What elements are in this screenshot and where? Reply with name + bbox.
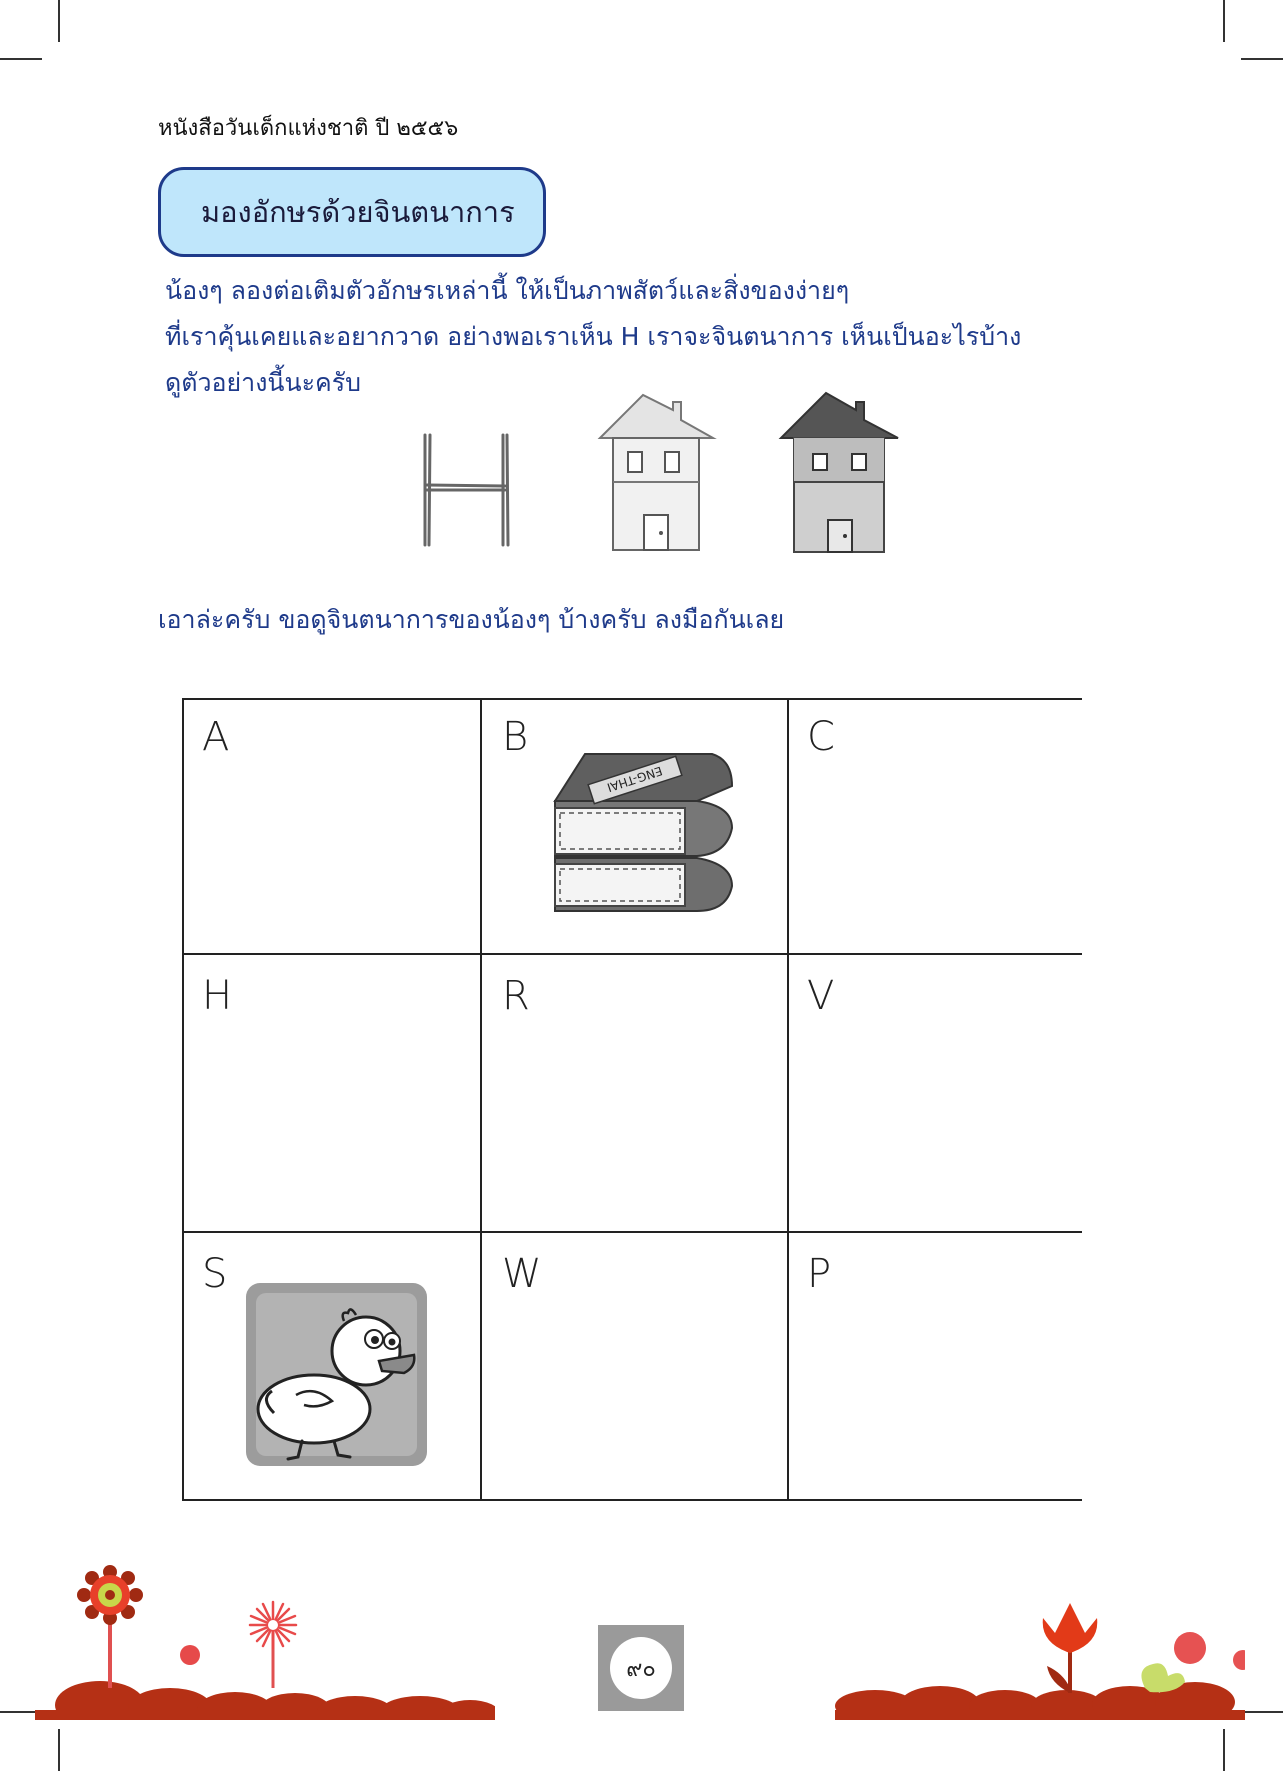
intro-line: ดูตัวอย่างนี้นะครับ (165, 368, 362, 397)
activity-prompt: เอาล่ะครับ ขอดูจินตนาการของน้องๆ บ้างครับ ลงมือกันเลย (158, 605, 785, 634)
intro-text (165, 268, 1065, 406)
example-house-shaded (778, 390, 903, 555)
example-house-sketch (595, 390, 720, 555)
cell-letter-w: W (502, 1251, 542, 1297)
grid-line (182, 698, 184, 1501)
cell-letter-a: A (202, 714, 230, 760)
example-letter-h (415, 430, 515, 550)
book-spine-label: ENG-THAI (605, 763, 665, 795)
page-number-box (598, 1625, 684, 1711)
crop-mark (1223, 0, 1225, 42)
cell-letter-b: B (502, 714, 529, 760)
intro-line: ที่เราคุ้นเคยและอยากวาด อย่างพอเราเห็น H เราจะจินตนาการ เห็นเป็นอะไรบ้าง (165, 322, 1022, 351)
crop-mark (1241, 1711, 1283, 1713)
cell-letter-c: C (807, 714, 835, 760)
cell-letter-s: S (202, 1251, 228, 1297)
intro-line: น้องๆ ลองต่อเติมตัวอักษรเหล่านี้ ให้เป็นภาพสัตว์และสิ่งของง่ายๆ (165, 276, 850, 305)
grid-line (480, 698, 482, 1501)
crop-mark (1241, 58, 1283, 60)
cell-letter-h: H (202, 973, 233, 1019)
crop-mark (1223, 1729, 1225, 1771)
crop-mark (58, 0, 60, 42)
book-stack-illustration (547, 746, 747, 916)
cell-letter-v: V (807, 973, 835, 1019)
crop-mark (0, 58, 42, 60)
bottom-left-decoration (30, 1560, 495, 1720)
grid-line (182, 1499, 1082, 1501)
bottom-right-decoration (835, 1598, 1245, 1720)
grid-line (787, 698, 789, 1501)
cell-letter-p: P (807, 1251, 832, 1297)
page-number: ๙๐ (610, 1637, 672, 1699)
letter-grid (182, 698, 1082, 1501)
book-title: หนังสือวันเด็กแห่งชาติ ปี ๒๕๕๖ (158, 116, 459, 141)
cell-letter-r: R (502, 973, 530, 1019)
activity-title: มองอักษรด้วยจินตนาการ (201, 195, 515, 229)
grid-line (182, 698, 1082, 700)
crop-mark (58, 1729, 60, 1771)
activity-title-box (158, 167, 546, 257)
grid-line (182, 953, 1082, 955)
grid-line (182, 1231, 1082, 1233)
duck-illustration (244, 1281, 429, 1468)
